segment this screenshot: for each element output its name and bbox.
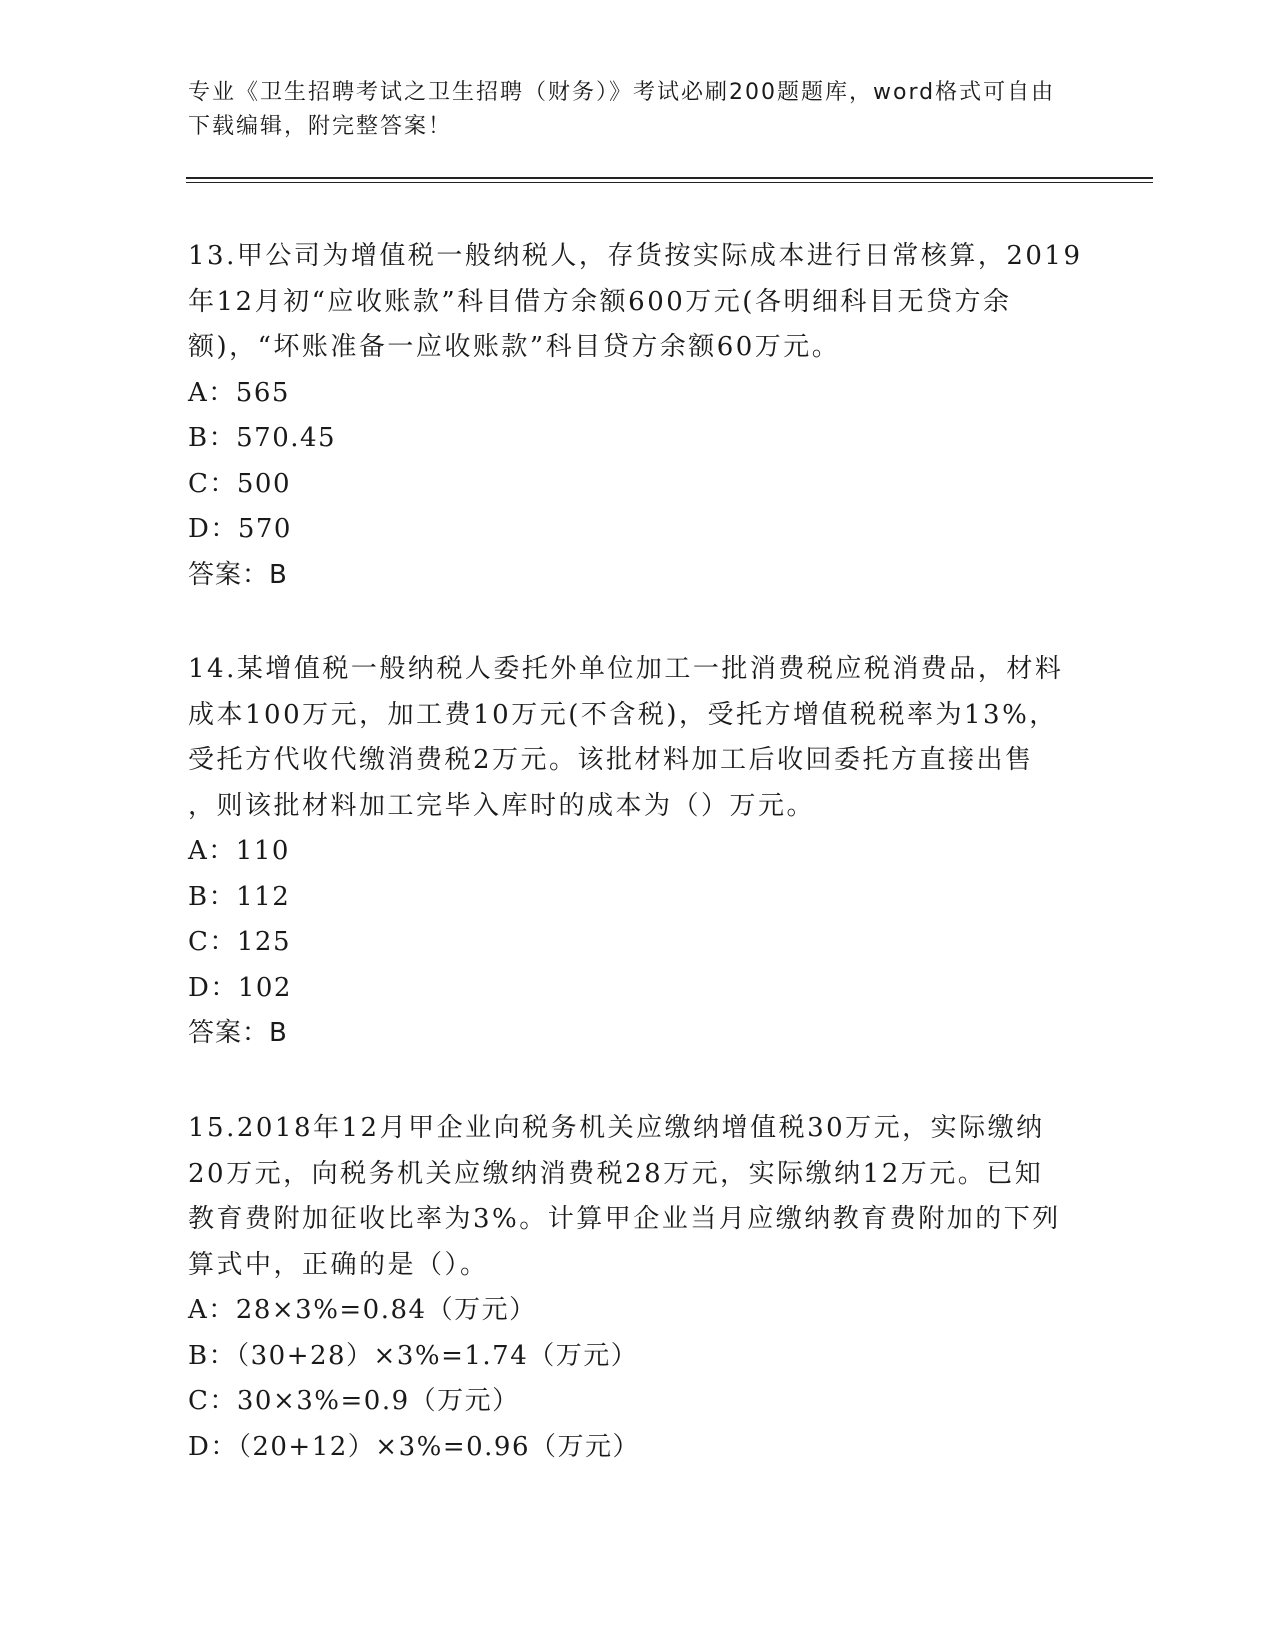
option-b: B：112 — [188, 881, 291, 912]
question-14 — [188, 647, 1088, 1057]
question-text: 14.某增值税一般纳税人委托外单位加工一批消费税应税消费品，材料 成本100万元，加工费10万元(不含税)，受托方增值税税率为13%， 受托方代收代缴消费税2万元。该批材料加工后收回委托方直接出售 ，则该批材料加工完毕入库时的成本为（）万元。 — [188, 654, 1064, 821]
question-text: 15.2018年12月甲企业向税务机关应缴纳增值税30万元，实际缴纳 20万元，向税务机关应缴纳消费税28万元，实际缴纳12万元。已知 教育费附加征收比率为3%。计算甲企业当月应缴纳教育费附加的下列 算式中，正确的是（）。 — [188, 1113, 1061, 1280]
answer: 答案：B — [188, 559, 288, 590]
option-c: C：125 — [188, 927, 292, 957]
option-c: C：30×3%=0.9（万元） — [188, 1386, 520, 1416]
option-d: D：102 — [188, 972, 292, 1003]
question-13 — [188, 234, 1088, 598]
option-a: A：565 — [188, 377, 290, 408]
option-c: C：500 — [188, 468, 292, 499]
option-d: D：（20+12）×3%=0.96（万元） — [188, 1431, 641, 1462]
option-a: A：110 — [188, 836, 290, 866]
option-b: B：570.45 — [188, 423, 337, 453]
question-15 — [188, 1106, 1088, 1470]
answer: 答案：B — [188, 1018, 288, 1048]
document-header: 专业《卫生招聘考试之卫生招聘（财务）》考试必刷200题题库，word格式可自由下载编辑，附完整答案！ — [188, 80, 1056, 139]
option-a: A：28×3%=0.84（万元） — [188, 1295, 537, 1325]
header-divider — [186, 177, 1153, 183]
option-d: D：570 — [188, 514, 292, 544]
option-b: B：（30+28）×3%=1.74（万元） — [188, 1340, 639, 1371]
question-text: 13.甲公司为增值税一般纳税人，存货按实际成本进行日常核算，2019 年12月初“应收账款”科目借方余额600万元(各明细科目无贷方余 额)，“坏账准备一应收账款”科目贷方余额60万元。 — [188, 241, 1083, 362]
